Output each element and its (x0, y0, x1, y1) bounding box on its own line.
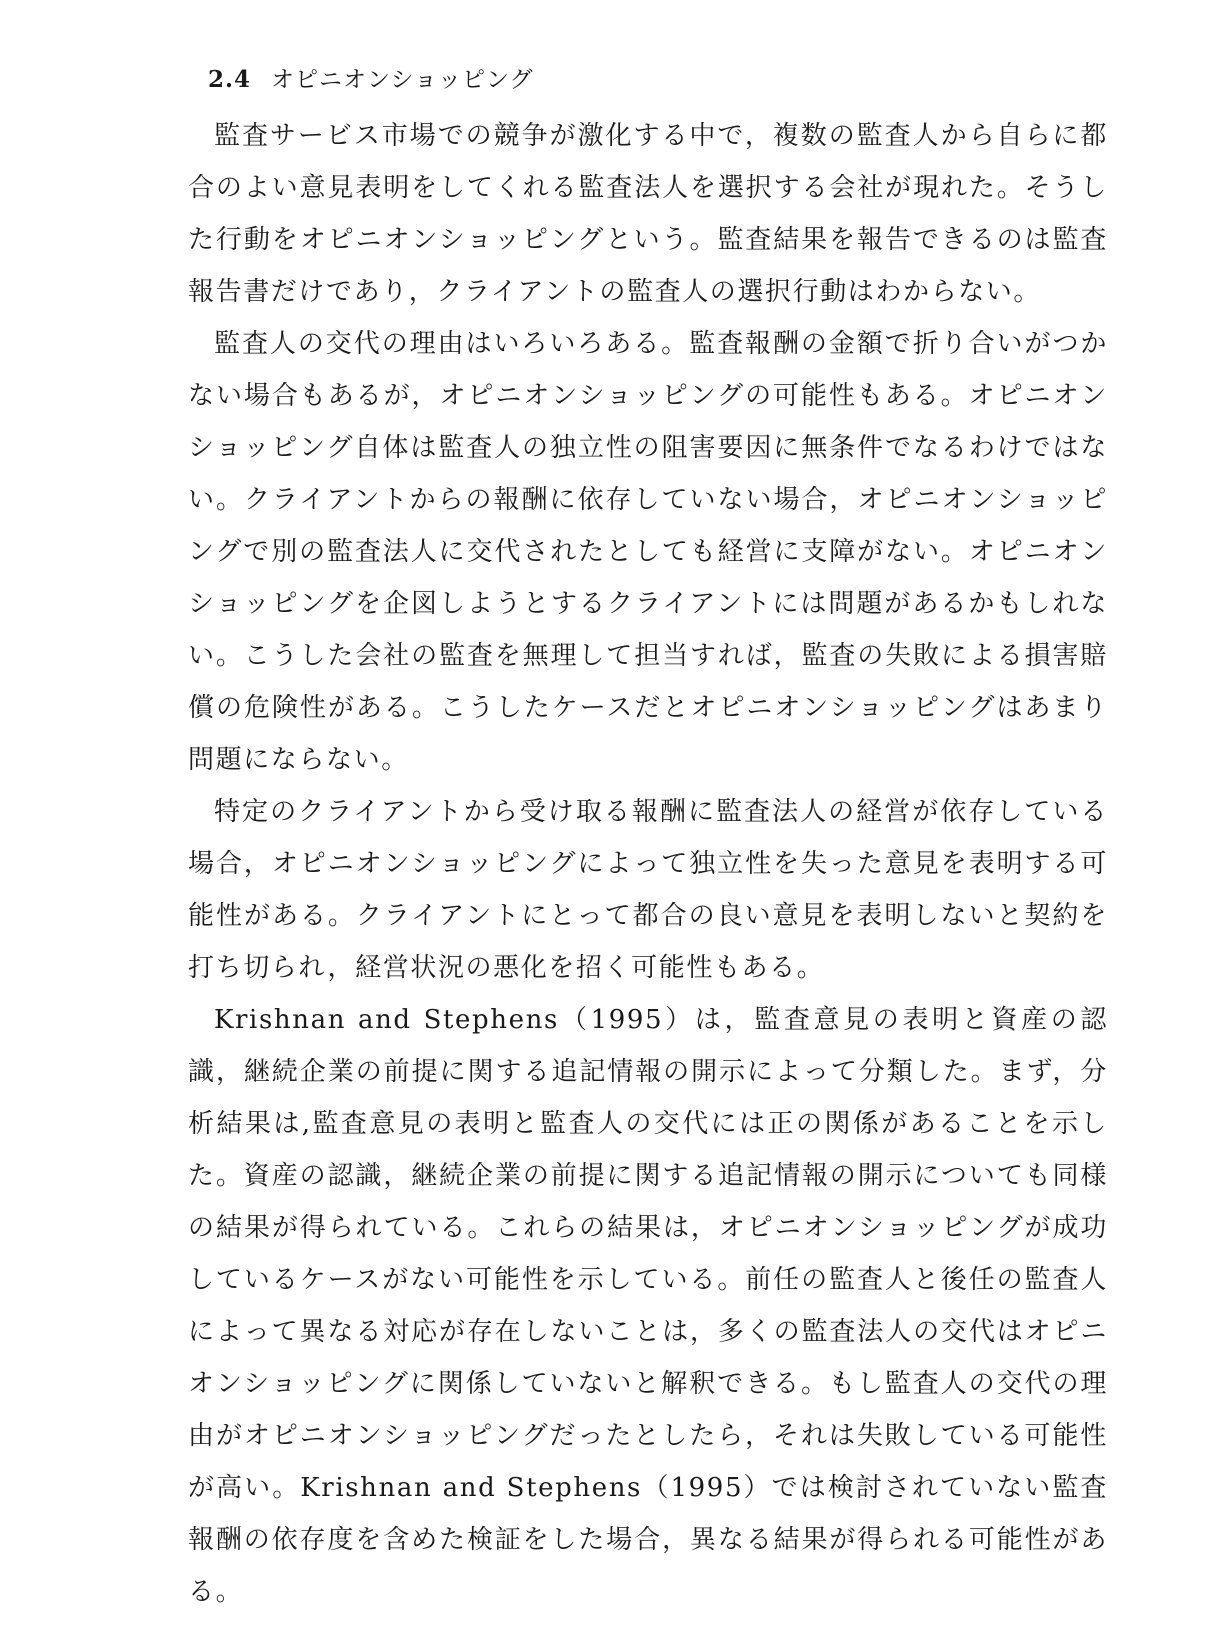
paragraph-2: 監査人の交代の理由はいろいろある。監査報酬の金額で折り合いがつかない場合もあるが，オピニオンショッピングの可能性もある。オピニオンショッピング自体は監査人の独立性の阻害要因に無条件でなるわけではない。クライアントからの報酬に依存していない場合，オピニオンショッピングで別の監査法人に交代されたとしても経営に支障がない。オピニオンショッピングを企図しようとするクライアントには問題があるかもしれない。こうした会社の監査を無理して担当すれば，監査の失敗による損害賠償の危険性がある。こうしたケースだとオピニオンショッピングはあまり問題にならない。 (188, 329, 1108, 775)
paragraph-1: 監査サービス市場での競争が激化する中で，複数の監査人から自らに都合のよい意見表明をしてくれる監査法人を選択する会社が現れた。そうした行動をオピニオンショッピングという。監査結果を報告できるのは監査報告書だけであり，クライアントの監査人の選択行動はわからない。 (188, 121, 1108, 307)
section-title: オピニオンショッピング (271, 67, 534, 93)
section-number: 2.4 (208, 66, 252, 93)
paragraph-3: 特定のクライアントから受け取る報酬に監査法人の経営が依存している場合，オピニオンショッピングによって独立性を失った意見を表明する可能性がある。クライアントにとって都合の良い意見を表明しないと契約を打ち切られ，経営状況の悪化を招く可能性もある。 (188, 797, 1108, 983)
section-heading (208, 62, 1108, 98)
paragraph-4: Krishnan and Stephens（1995）は，監査意見の表明と資産の認識，継続企業の前提に関する追記情報の開示によって分類した。まず，分析結果は,監査意見の表明と監査人の交代には正の関係があることを示した。資産の認識，継続企業の前提に関する追記情報の開示についても同様の結果が得られている。これらの結果は，オピニオンショッピングが成功しているケースがない可能性を示している。前任の監査人と後任の監査人によって異なる対応が存在しないことは，多くの監査法人の交代はオピニオンショッピングに関係していないと解釈できる。もし監査人の交代の理由がオピニオンショッピングだったとしたら，それは失敗している可能性が高い。Krishnan and Stephens（1995）では検討されていない監査報酬の依存度を含めた検証をした場合，異なる結果が得られる可能性がある。 (188, 1005, 1108, 1607)
document-body (188, 62, 1108, 1618)
